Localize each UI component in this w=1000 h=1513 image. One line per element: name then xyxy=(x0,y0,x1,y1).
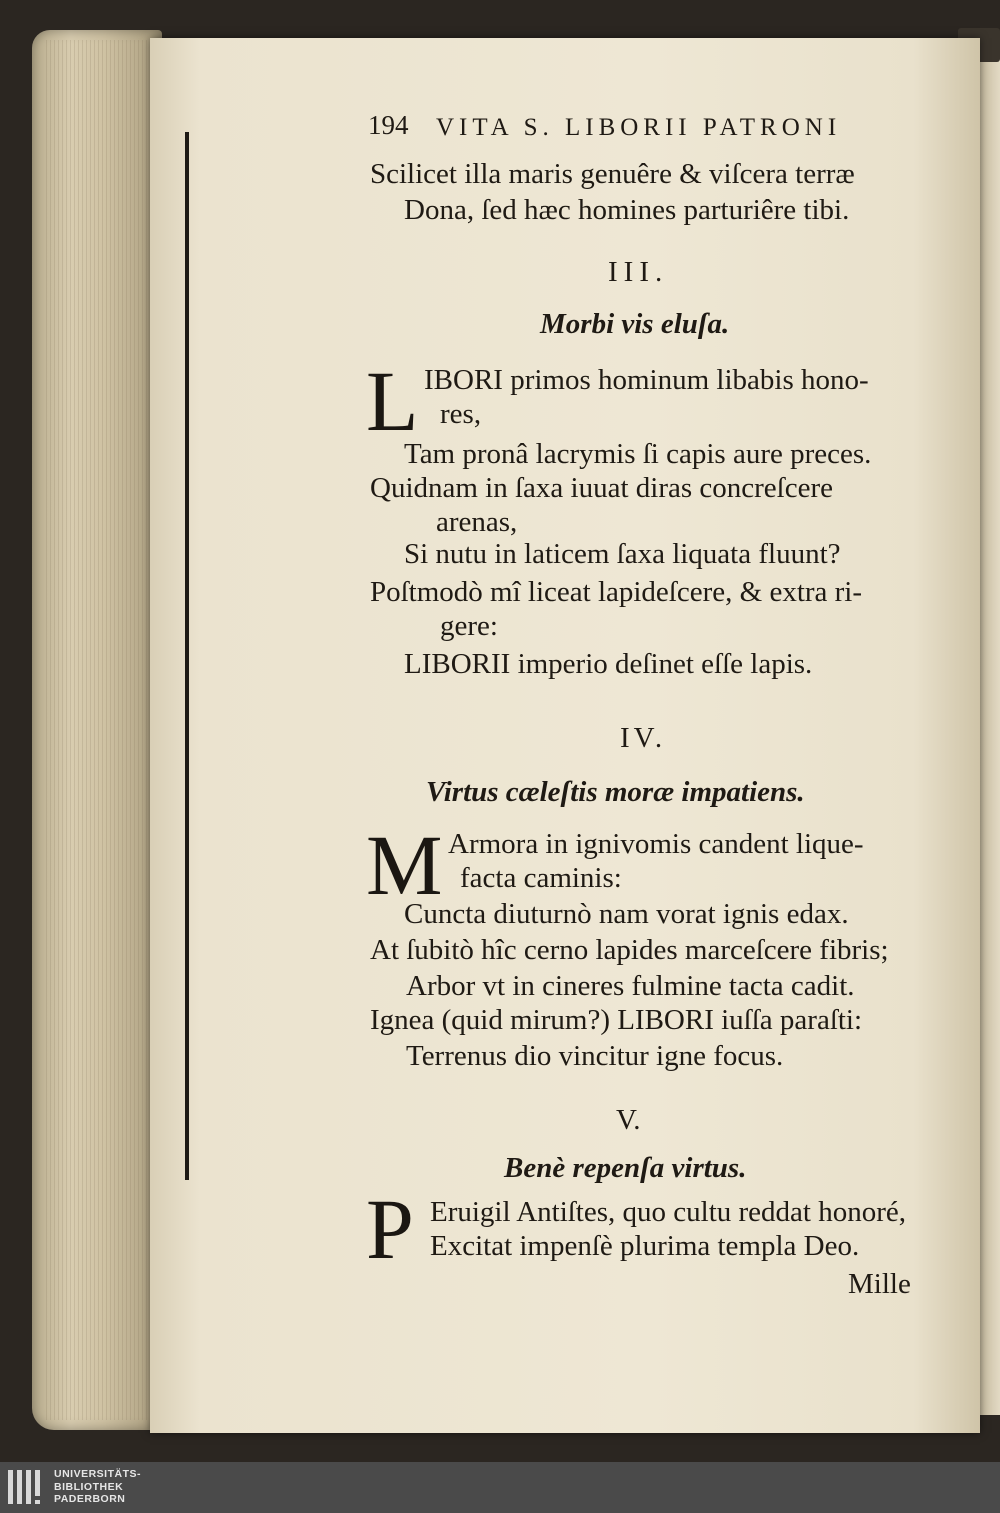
text-line: Armora in ignivomis candent lique- xyxy=(448,828,864,860)
section-title: Virtus cæleſtis moræ impatiens. xyxy=(426,776,805,808)
drop-cap: P xyxy=(366,1181,414,1277)
library-name-line: BIBLIOTHEK xyxy=(54,1480,124,1493)
text-line: Tam pronâ lacrymis ſi capis aure preces. xyxy=(404,438,872,470)
text-line: Excitat impenſè plurima templa Deo. xyxy=(430,1230,860,1262)
running-title: VITA S. LIBORII PATRONI xyxy=(436,114,842,141)
text-line: Dona, ſed hæc homines parturiêre tibi. xyxy=(404,194,850,226)
catchword: Mille xyxy=(848,1268,911,1300)
text-line: Poſtmodò mî liceat lapideſcere, & extra ri- xyxy=(370,576,863,608)
text-line: facta caminis: xyxy=(460,862,622,894)
library-name xyxy=(54,1468,141,1506)
text-line: arenas, xyxy=(436,506,518,538)
library-name-line: UNIVERSITÄTS- xyxy=(54,1468,142,1480)
text-line: At ſubitò hîc cerno lapides marceſcere fibris; xyxy=(370,934,889,966)
section-number: V. xyxy=(616,1104,641,1136)
text-line: Ignea (quid mirum?) LIBORI iuſſa paraſti: xyxy=(370,1004,863,1036)
library-name-line: PADERBORN xyxy=(54,1493,126,1505)
library-logo-icon xyxy=(8,1470,48,1504)
drop-cap: L xyxy=(366,353,419,449)
text-line: Quidnam in ſaxa iuuat diras concreſcere xyxy=(370,472,833,504)
text-line: gere: xyxy=(440,610,498,642)
footer-bar xyxy=(0,1462,1000,1513)
text-line: IBORI primos hominum libabis hono- xyxy=(424,364,869,396)
section-title: Morbi vis eluſa. xyxy=(540,308,730,340)
text-line: Terrenus dio vincitur igne focus. xyxy=(406,1040,784,1072)
section-number: III. xyxy=(608,256,669,288)
text-line: LIBORII imperio deſinet eſſe lapis. xyxy=(404,648,813,680)
text-line: Si nutu in laticem ſaxa liquata fluunt? xyxy=(404,538,841,570)
text-line: res, xyxy=(440,398,482,430)
page-number: 194 xyxy=(368,110,409,140)
section-number: IV. xyxy=(620,722,667,754)
text-line: Eruigil Antiſtes, quo cultu reddat honoré, xyxy=(430,1196,906,1228)
text-line: Scilicet illa maris genuêre & viſcera terræ xyxy=(370,158,855,190)
section-title: Benè repenſa virtus. xyxy=(504,1152,747,1184)
text-line: Arbor vt in cineres fulmine tacta cadit. xyxy=(406,970,855,1002)
drop-cap: M xyxy=(366,817,443,913)
text-line: Cuncta diuturnò nam vorat ignis edax. xyxy=(404,898,849,930)
